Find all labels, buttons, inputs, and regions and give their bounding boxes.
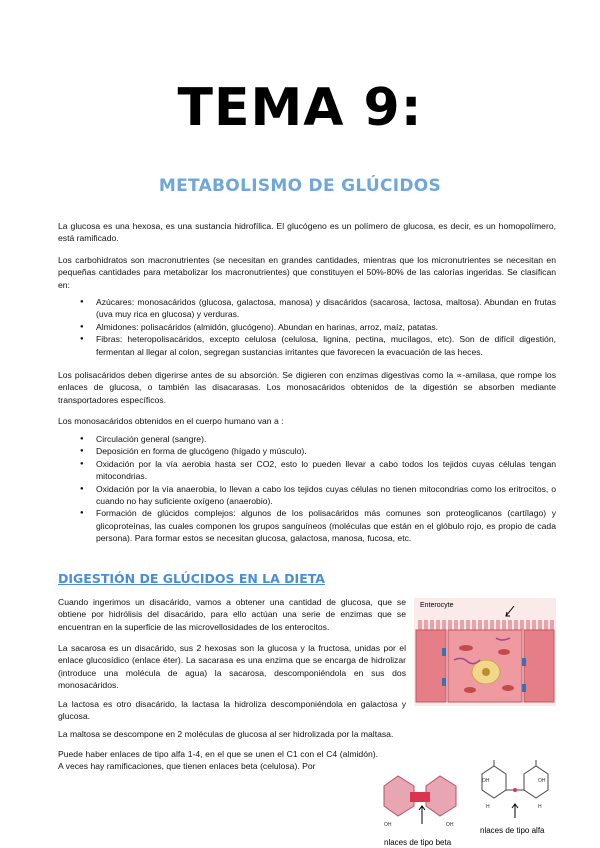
beta-linkage-illustration <box>382 766 470 836</box>
section-heading: DIGESTIÓN DE GLÚCIDOS EN LA DIETA <box>58 571 325 586</box>
carbohydrate-classes-list <box>80 296 556 358</box>
enterocyte-illustration <box>414 598 556 706</box>
section-paragraph-3: La lactosa es otro disacárido, la lactasa la hidroliza descomponiéndola en galactosa y glucosa. <box>58 699 406 722</box>
page-subtitle: METABOLISMO DE GLÚCIDOS <box>158 176 442 196</box>
intro-paragraph-2: Los carbohidratos son macronutrientes (se necesitan en grandes cantidades, mientras que los micronutrientes se necesitan en pequeñas cantidades para metabolizar los macronutrientes) que constituyen el 50%-80% de las calorías ingeridas. Se clasifican en: <box>58 255 556 290</box>
section-paragraph-5: Puede haber enlaces de tipo alfa 1-4, en el que se unen el C1 con el C4 (almidón). A veces hay ramificaciones, que tienen enlaces beta (celulosa). Por <box>58 749 378 772</box>
list-item: ● Deposición en forma de glucógeno (hígado y músculo). <box>80 445 556 457</box>
svg-text:OH: OH <box>446 822 454 828</box>
monosaccharide-destinations-list <box>80 433 556 545</box>
svg-text:OH: OH <box>482 778 490 784</box>
page-title: TEMA 9: <box>177 78 423 138</box>
svg-text:OH: OH <box>384 822 392 828</box>
section-paragraph-1: Cuando ingerimos un disacárido, vamos a obtener una cantidad de glucosa, que se obtiene por hidrólisis del disacárido, para ello actúan una serie de enzimas que se encuentran en la superficie de las microvellosidades de los enterocitos. <box>58 597 406 632</box>
enterocyte-label: Enterocyte <box>420 602 454 609</box>
list-item: ● Azúcares: monosacáridos (glucosa, galactosa, manosa) y disacáridos (sacarosa, lactosa, maltosa). Abundan en frutas (uva muy rica en glucosa) y verduras. <box>80 296 556 321</box>
intro-paragraph-1: La glucosa es una hexosa, es una sustancia hidrofílica. El glucógeno es un polímero de glucosa, es decir, es un homopolímero, está ramificado. <box>58 221 556 244</box>
section-paragraph-2: La sacarosa es un disacárido, sus 2 hexosas son la glucosa y la fructosa, unidas por el enlace glucosídico (enlace éter). La sacarasa es una enzima que se encarga de hidrolizar (introduce una molécula de agua) la sacarosa, descomponiéndola en sus dos monosacáridos. <box>58 643 406 691</box>
svg-text:H: H <box>538 804 542 810</box>
list-item: ● Circulación general (sangre). <box>80 433 556 445</box>
intro-paragraph-4: Los monosacáridos obtenidos en el cuerpo humano van a : <box>58 416 284 426</box>
list-item: ● Oxidación por la vía anaerobia, lo llevan a cabo los tejidos cuyas células no tienen mitocondrias como los eritrocitos, o cuando no hay suficiente oxígeno (anaerobio). <box>80 483 556 508</box>
svg-text:H: H <box>486 804 490 810</box>
section-paragraph-4: La maltosa se descompone en 2 moléculas de glucosa al ser hidrolizada por la maltasa. <box>58 729 394 739</box>
alfa-linkage-illustration <box>478 758 554 822</box>
beta-linkage-caption: nlaces de tipo beta <box>384 838 452 847</box>
list-item: ● Fibras: heteropolisacáridos, excepto celulosa (celulosa, lignina, pectina, mucílagos, etc). Son de difícil digestión, fermentan al llegar al colon, segregan sustancias irritantes que favorecen la evacuación de las heces. <box>80 333 556 358</box>
svg-text:OH: OH <box>538 778 546 784</box>
alfa-linkage-caption: nlaces de tipo alfa <box>480 826 545 835</box>
list-item: ● Almidones: polisacáridos (almidón, glucógeno). Abundan en harinas, arroz, maíz, patatas. <box>80 321 556 333</box>
intro-paragraph-3: Los polisacáridos deben digerirse antes de su absorción. Se digieren con enzimas digestivas como la ∝-amilasa, que rompe los enlaces de glucosa, o también las disacarasas. Los monosacáridos obtenidos de la digestión se absorben mediante transportadores específicos. <box>58 370 556 405</box>
list-item: ● Formación de glúcidos complejos: algunos de los polisacáridos más comunes son proteoglicanos (cartílago) y glicoproteínas, las cuales componen los grupos sanguíneos (moléculas que están en el glóbulo rojo, es propio de cada persona). Para formar estos se necesitan glucosa, galactosa, manosa, fucosa, etc. <box>80 507 556 544</box>
list-item: ● Oxidación por la vía aerobia hasta ser CO2, esto lo pueden llevar a cabo todos los tejidos cuyas células tengan mitocondrias. <box>80 458 556 483</box>
